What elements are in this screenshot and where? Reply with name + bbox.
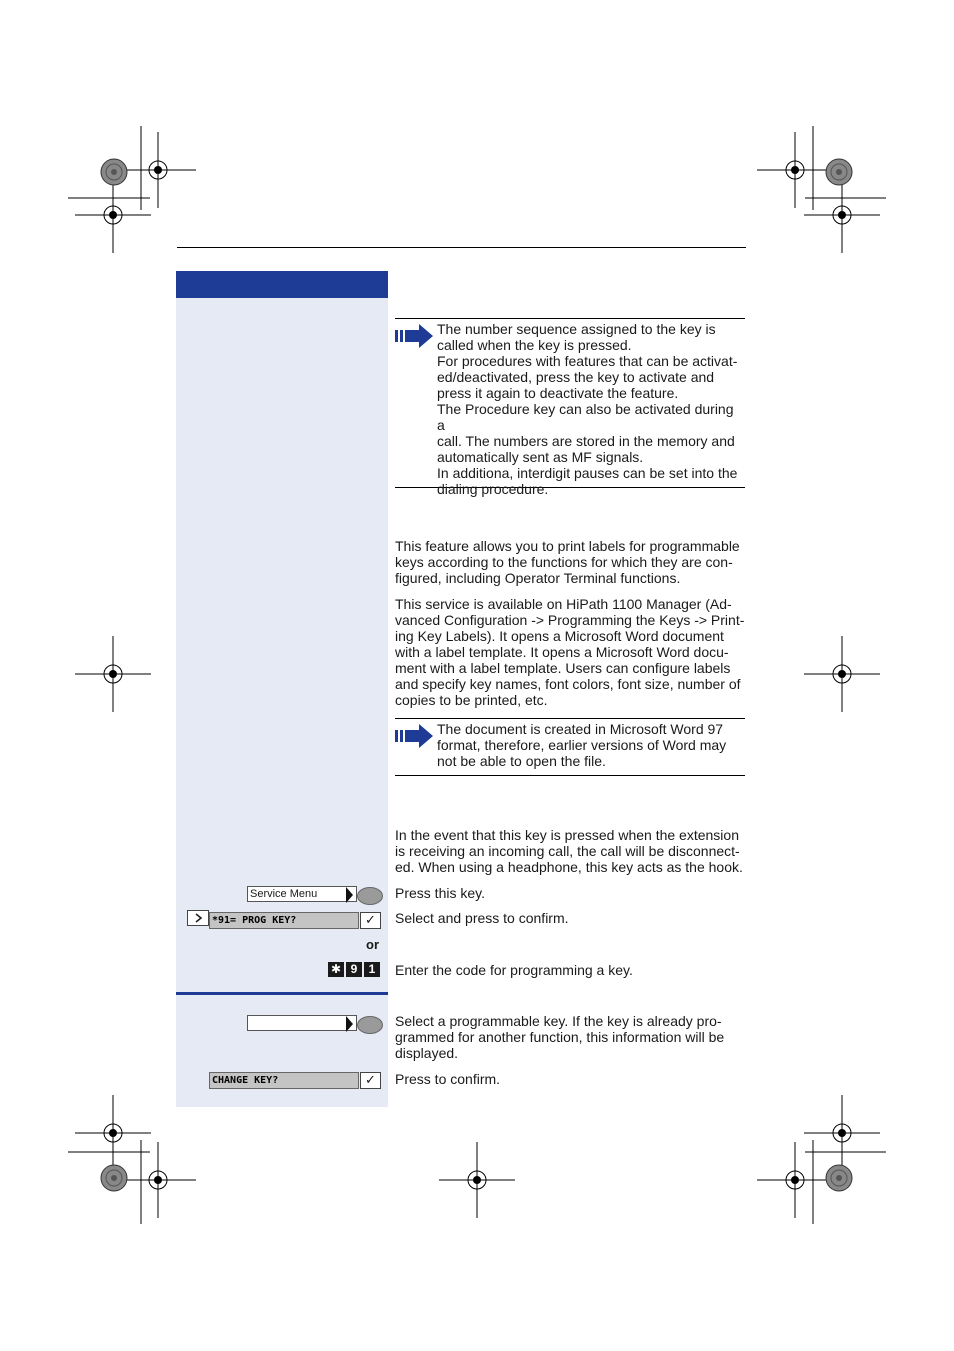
paragraph-line: vanced Configuration -> Programming the Keys -> Print- xyxy=(395,612,745,628)
note-line: In additiona, interdigit pauses can be set into the xyxy=(437,465,738,481)
paragraph-line: ment with a label template. Users can configure labels xyxy=(395,660,731,676)
paragraph-line: ed. When using a headphone, this key acts as the hook. xyxy=(395,859,743,875)
note-line: For procedures with features that can be activat- xyxy=(437,353,738,369)
paragraph-line: ing Key Labels). It opens a Microsoft Word document xyxy=(395,628,724,644)
note-line: ed/deactivated, press the key to activate and xyxy=(437,369,715,385)
step-line: displayed. xyxy=(395,1045,459,1061)
note-line: The Procedure key can also be activated during a xyxy=(437,401,734,433)
step-text: Press to confirm. xyxy=(395,1071,501,1087)
step-text: Press this key. xyxy=(395,885,485,901)
digit-9-key[interactable]: 9 xyxy=(346,962,362,977)
paragraph-line: is receiving an incoming call, the call will be disconnect- xyxy=(395,843,740,859)
paragraph-line: figured, including Operator Terminal functions. xyxy=(395,570,681,586)
note-line: The document is created in Microsoft Word 97 xyxy=(437,721,724,737)
paragraph-line: In the event that this key is pressed when the extension xyxy=(395,827,739,843)
confirm-check-button[interactable]: ✓ xyxy=(360,912,381,929)
step-text: Select and press to confirm. xyxy=(395,910,569,926)
paragraph-line: copies to be printed, etc. xyxy=(395,692,548,708)
step-line: grammed for another function, this information will be xyxy=(395,1029,725,1045)
lcd-display-change-key: CHANGE KEY? xyxy=(209,1072,359,1089)
or-label: or xyxy=(366,937,379,952)
note-line: dialing procedure. xyxy=(437,481,549,497)
paragraph-line: with a label template. It opens a Microsoft Word docu- xyxy=(395,644,729,660)
paragraph-line: This feature allows you to print labels for programmable xyxy=(395,538,740,554)
paragraph-line: keys according to the functions for which they are con- xyxy=(395,554,733,570)
service-menu-softkey[interactable]: Service Menu xyxy=(247,886,357,902)
step-text: Enter the code for programming a key. xyxy=(395,962,633,978)
paragraph-line: and specify key names, font colors, font size, number of xyxy=(395,676,741,692)
note-line: call. The numbers are stored in the memory and xyxy=(437,433,735,449)
lcd-display-prog-key: *91= PROG KEY? xyxy=(209,912,359,929)
confirm-check-button[interactable]: ✓ xyxy=(360,1072,381,1089)
digit-1-key[interactable]: 1 xyxy=(364,962,380,977)
note-line: press it again to deactivate the feature. xyxy=(437,385,679,401)
note-line: format, therefore, earlier versions of Word may xyxy=(437,737,727,753)
star-key[interactable]: ✱ xyxy=(328,962,344,977)
note-line: The number sequence assigned to the key is xyxy=(437,321,716,337)
note-line: called when the key is pressed. xyxy=(437,337,632,353)
paragraph-line: This service is available on HiPath 1100 Manager (Ad- xyxy=(395,596,732,612)
note-line: not be able to open the file. xyxy=(437,753,606,769)
note-line: automatically sent as MF signals. xyxy=(437,449,644,465)
step-line: Select a programmable key. If the key is already pro- xyxy=(395,1013,722,1029)
